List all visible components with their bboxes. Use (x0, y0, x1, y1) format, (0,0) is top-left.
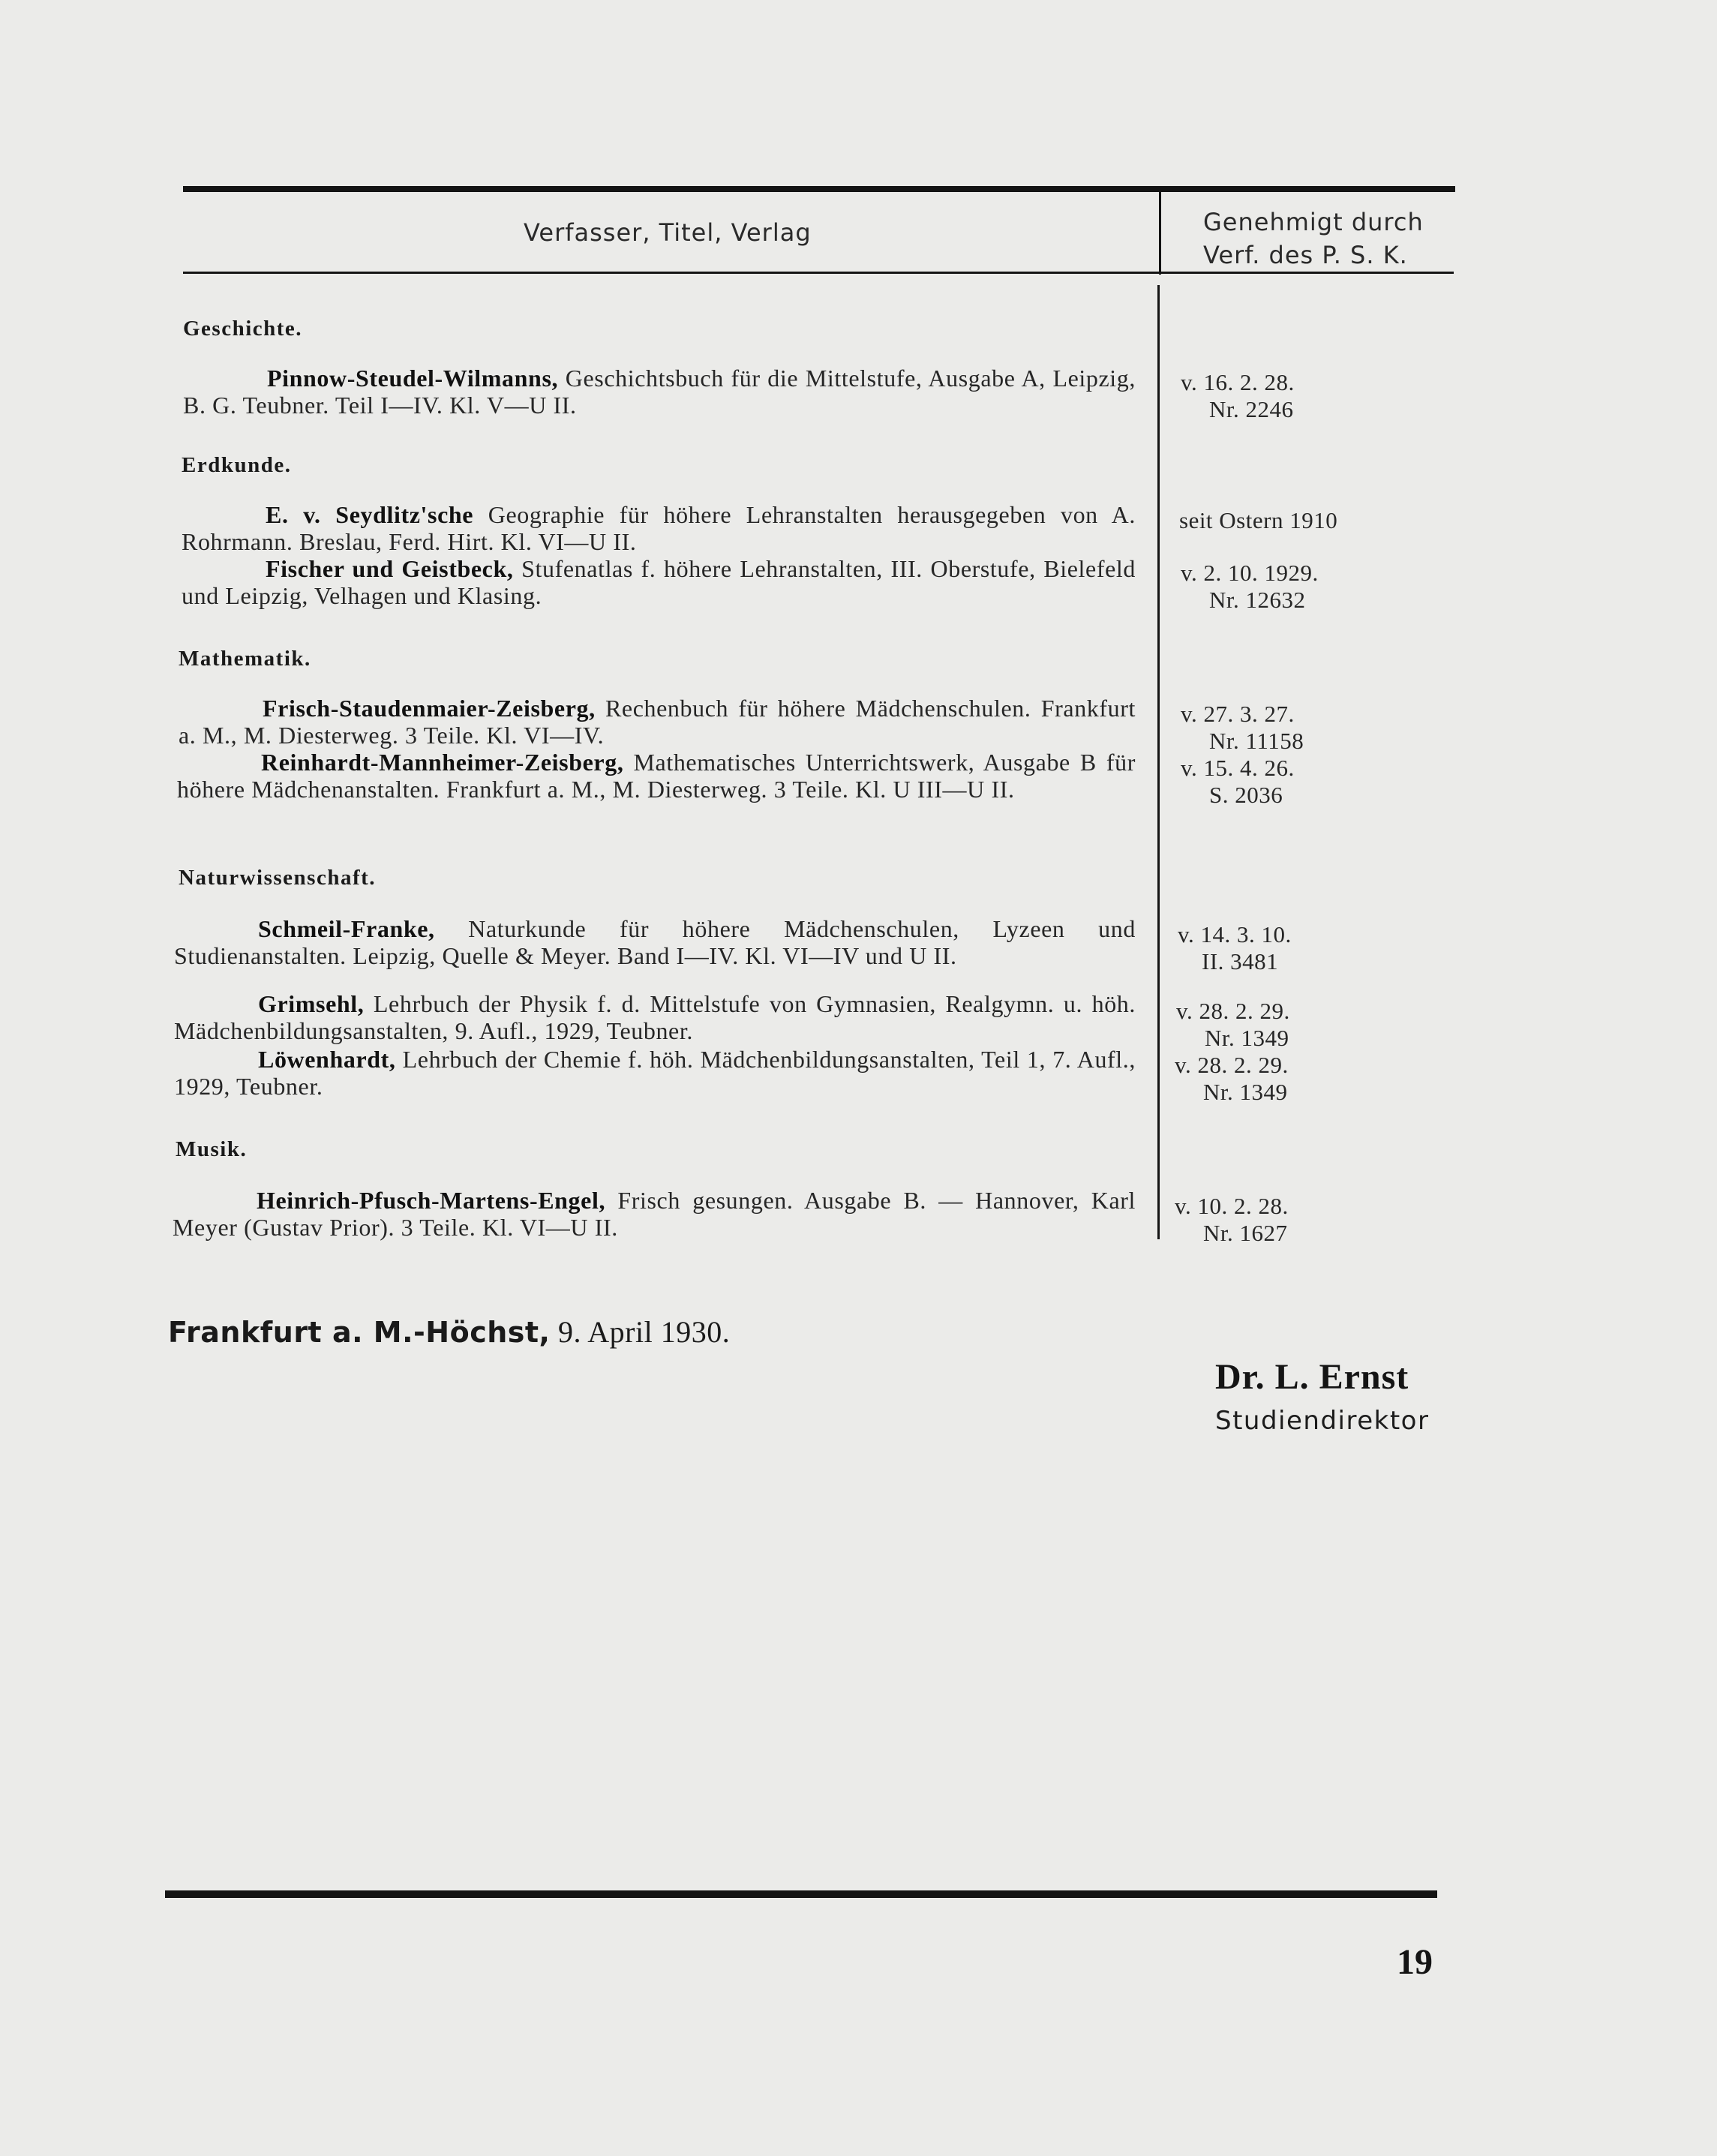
entry-text: Naturkunde für höhere Mädchenschulen, Lyzeen und Studienanstalten. Leipzig, Quelle & Meyer. Band I—IV. Kl. VI—IV und U II. (174, 915, 1136, 969)
approval-date: v. 15. 4. 26. (1181, 755, 1295, 781)
approval-number: II. 3481 (1202, 948, 1279, 974)
approval-number: Nr. 1349 (1203, 1079, 1288, 1105)
page-number: 19 (1397, 1942, 1433, 1982)
entry-author: Löwenhardt, (258, 1046, 396, 1073)
bottom-rule (165, 1890, 1437, 1898)
approval-number: S. 2036 (1209, 782, 1283, 808)
header-bottom-rule (183, 272, 1454, 274)
entry-text: Geschichtsbuch für die Mittelstufe, Ausgabe A, Leipzig, B. G. Teubner. Teil I—IV. Kl. V—U II. (183, 365, 1136, 419)
entry-text: Mathematisches Unterrichtswerk, Ausgabe B für höhere Mädchenanstalten. Frankfurt a. M., M. Diesterweg. 3 Teile. Kl. U III—U II. (177, 749, 1136, 803)
approval-date: v. 16. 2. 28. (1181, 369, 1295, 395)
approval-number: Nr. 1349 (1205, 1025, 1289, 1051)
signatory-title: Studiendirektor (1215, 1406, 1430, 1436)
approval-note (1181, 369, 1295, 423)
entry-author: Pinnow-Steudel-Wilmanns, (267, 365, 559, 392)
approval-note (1175, 1193, 1289, 1247)
approval-date: v. 27. 3. 27. (1181, 701, 1295, 727)
column-divider-body (1157, 285, 1160, 1239)
book-entry (183, 365, 1136, 419)
approval-note (1176, 998, 1290, 1052)
entry-text: Lehrbuch der Physik f. d. Mittelstufe von Gymnasien, Realgymn. u. höh. Mädchenbildungsanstalten, 9. Aufl., 1929, Teubner. (174, 990, 1136, 1044)
approval-note (1181, 701, 1304, 755)
section-heading-naturwissenschaft: Naturwissenschaft. (179, 866, 377, 890)
book-entry (174, 1046, 1136, 1100)
approval-note (1175, 1052, 1289, 1106)
column-header-approval-line1: Genehmigt durch (1203, 208, 1424, 236)
entry-text: Rechenbuch für höhere Mädchenschulen. Frankfurt a. M., M. Diesterweg. 3 Teile. Kl. VI—IV. (179, 695, 1136, 749)
approval-date: v. 10. 2. 28. (1175, 1193, 1289, 1219)
approval-date: v. 28. 2. 29. (1176, 998, 1290, 1024)
approval-note (1181, 560, 1319, 614)
approval-note (1181, 755, 1295, 809)
book-entry (174, 990, 1136, 1044)
entry-author: E. v. Seydlitz'sche (266, 501, 474, 528)
entry-author: Heinrich-Pfusch-Martens-Engel, (257, 1187, 606, 1214)
approval-date: v. 14. 3. 10. (1178, 921, 1292, 947)
book-entry (174, 915, 1136, 969)
approval-number: Nr. 1627 (1203, 1220, 1288, 1246)
column-header-approval-line2: Verf. des P. S. K. (1203, 241, 1408, 269)
approval-date: seit Ostern 1910 (1179, 507, 1338, 533)
approval-note (1179, 507, 1337, 534)
approval-number: Nr. 12632 (1209, 587, 1306, 613)
approval-date: v. 28. 2. 29. (1175, 1052, 1289, 1078)
section-heading-erdkunde: Erdkunde. (182, 453, 292, 477)
place-and-date (168, 1314, 730, 1350)
entry-text: Geographie für höhere Lehranstalten herausgegeben von A. Rohrmann. Breslau, Ferd. Hirt. Kl. VI—U II. (182, 501, 1136, 555)
book-entry (177, 749, 1136, 803)
book-entry (182, 501, 1136, 555)
entry-author: Reinhardt-Mannheimer-Zeisberg, (261, 749, 624, 776)
entry-author: Schmeil-Franke, (258, 915, 435, 942)
approval-date: v. 2. 10. 1929. (1181, 560, 1319, 586)
entry-author: Frisch-Staudenmaier-Zeisberg, (263, 695, 596, 722)
approval-note (1178, 921, 1292, 975)
book-entry (179, 695, 1136, 749)
entry-text: Lehrbuch der Chemie f. höh. Mädchenbildungsanstalten, Teil 1, 7. Aufl., 1929, Teubner. (174, 1046, 1136, 1100)
entry-text: Stufenatlas f. höhere Lehranstalten, III. Oberstufe, Bielefeld und Leipzig, Velhagen und Klasing. (182, 555, 1136, 609)
approval-number: Nr. 11158 (1209, 728, 1304, 754)
signatory-name: Dr. L. Ernst (1215, 1357, 1409, 1397)
book-entry (173, 1187, 1136, 1241)
column-divider-header (1159, 192, 1161, 275)
column-header-title: Verfasser, Titel, Verlag (524, 218, 812, 247)
entry-author: Grimsehl, (258, 990, 365, 1017)
entry-author: Fischer und Geistbeck, (266, 555, 514, 582)
section-heading-musik: Musik. (176, 1137, 248, 1161)
date: 9. April 1930. (558, 1315, 731, 1349)
approval-number: Nr. 2246 (1209, 396, 1294, 422)
section-heading-geschichte: Geschichte. (183, 317, 303, 341)
top-rule (183, 186, 1455, 192)
book-entry (182, 555, 1136, 609)
section-heading-mathematik: Mathematik. (179, 647, 311, 671)
entry-text: Frisch gesungen. Ausgabe B. — Hannover, Karl Meyer (Gustav Prior). 3 Teile. Kl. VI—U II. (173, 1187, 1136, 1241)
place: Frankfurt a. M.-Höchst, (168, 1316, 551, 1349)
